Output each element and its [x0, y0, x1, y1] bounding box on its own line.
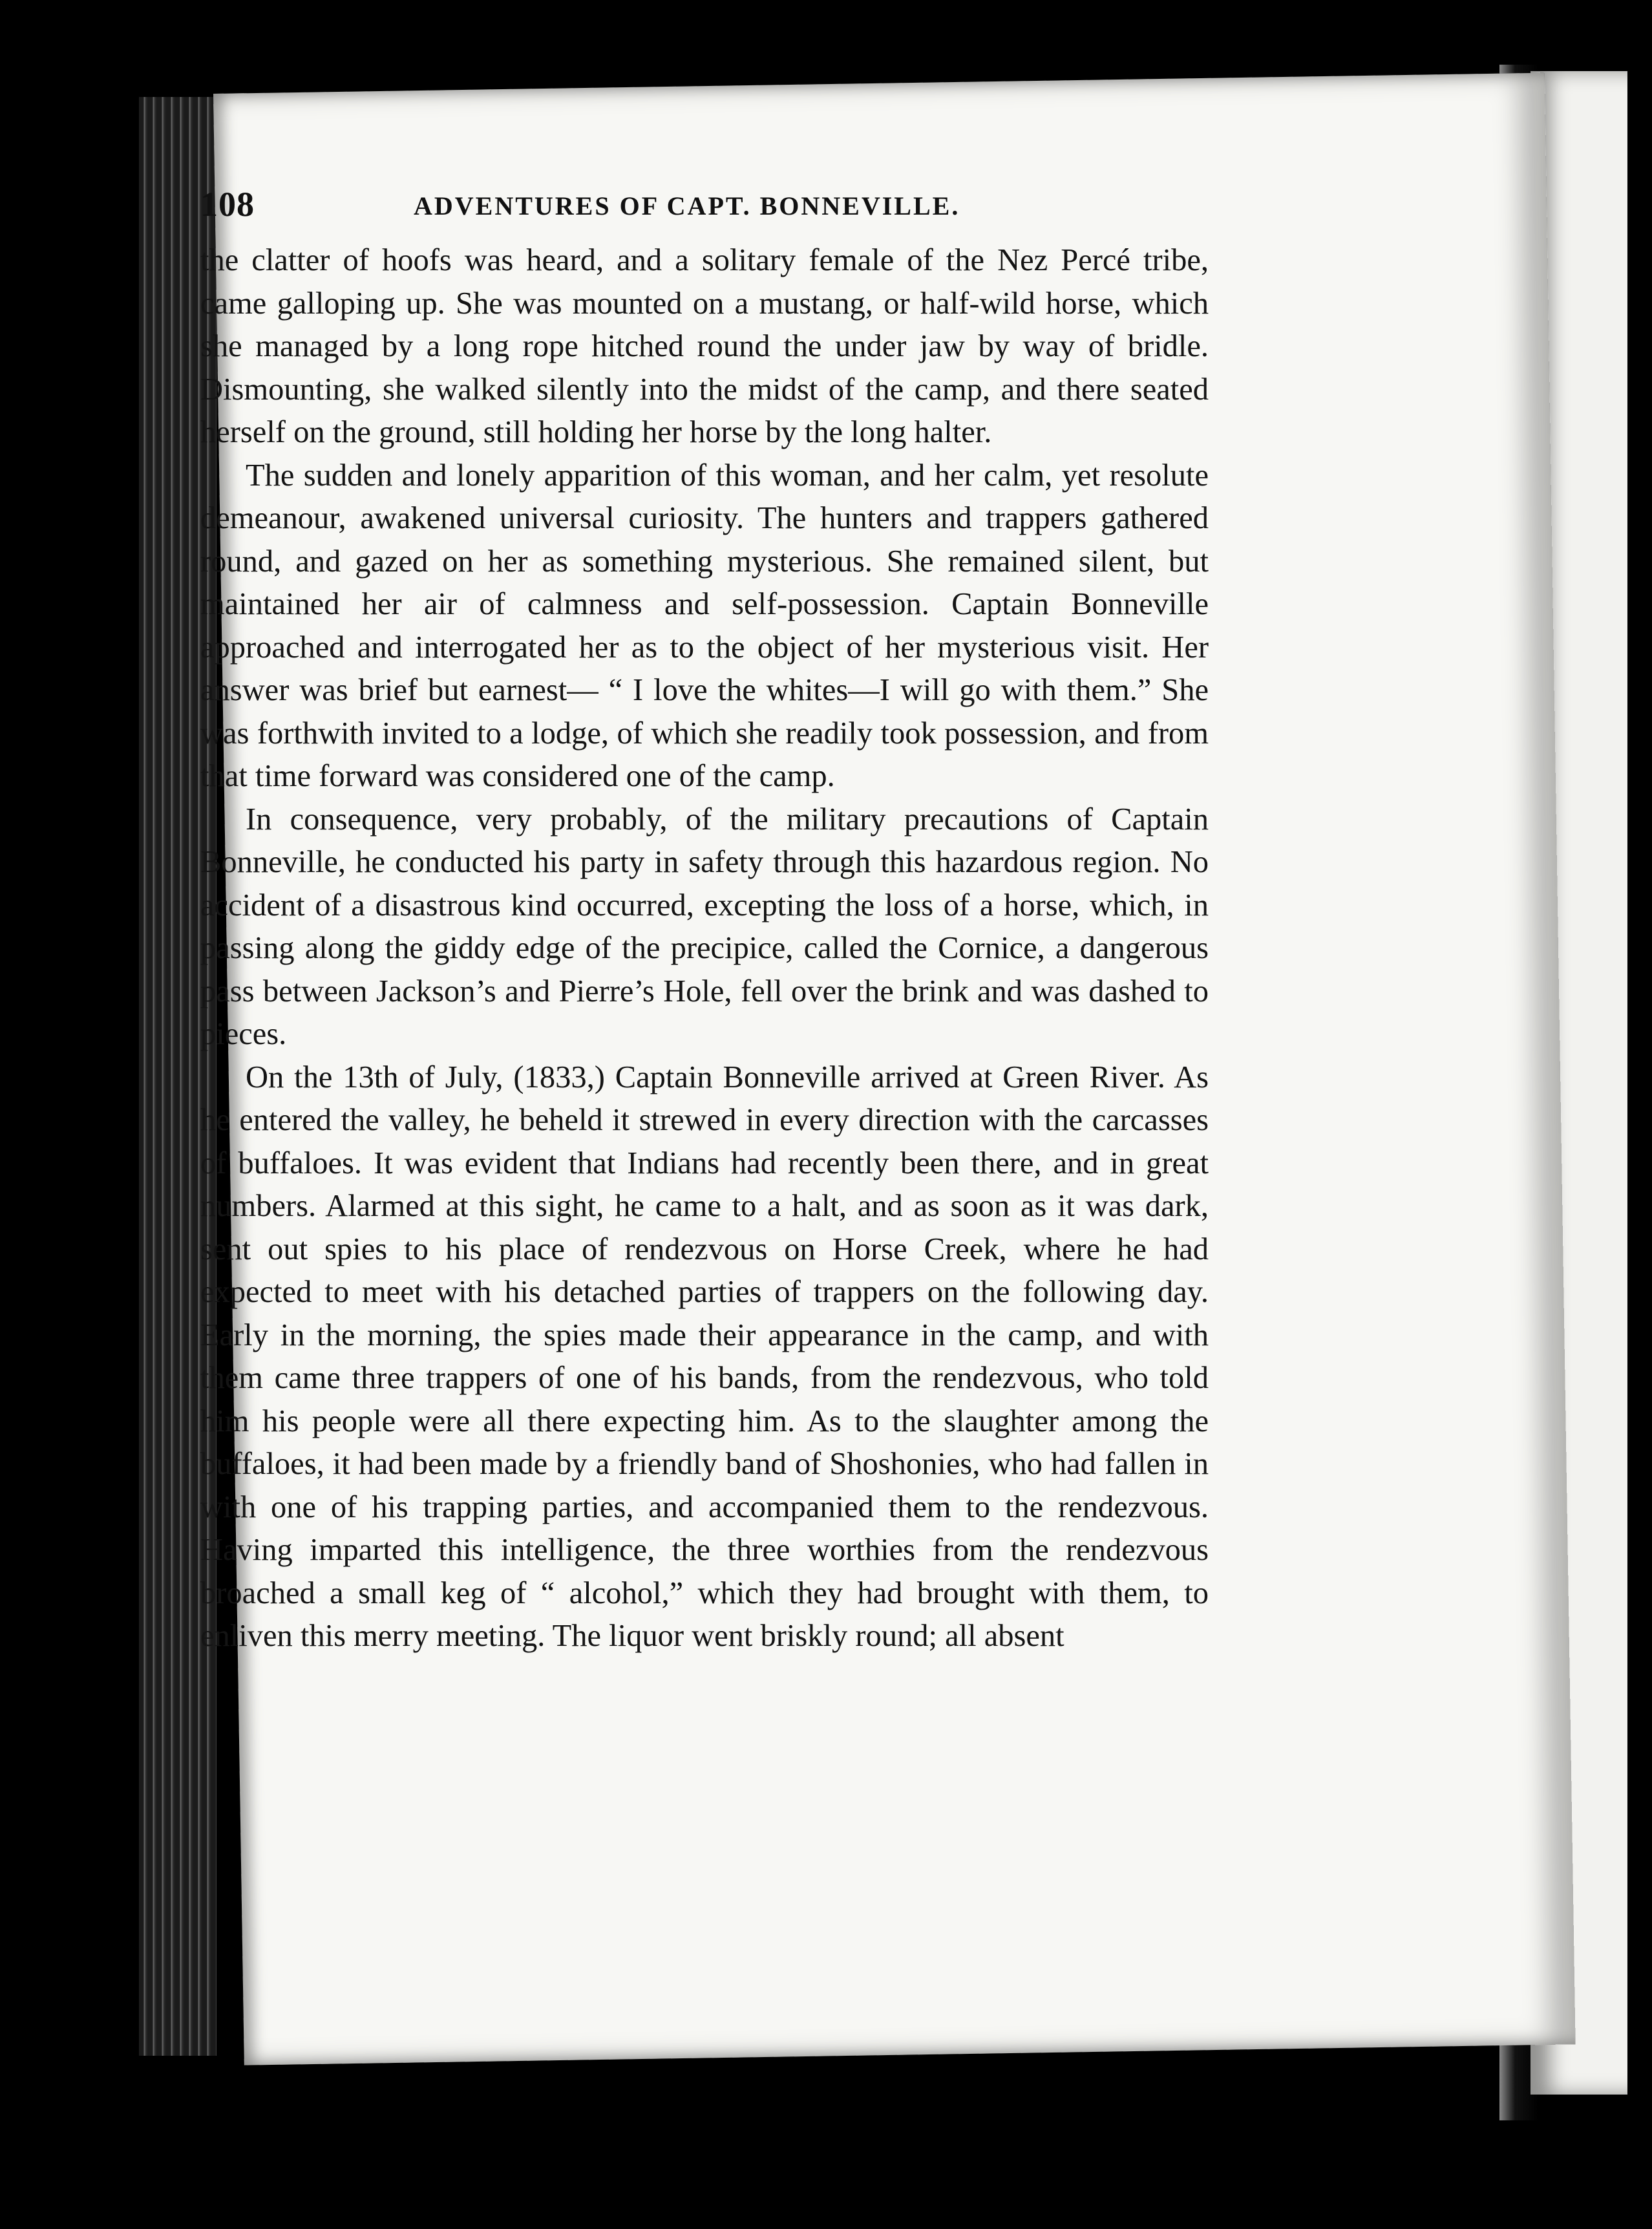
- page-header: [200, 184, 1183, 229]
- paragraph: On the 13th of July, (1833,) Captain Bonneville arrived at Green River. As he entered the valley, he beheld it strewed in every direction with the carcasses of buffaloes. It was evident that Indians had recently been there, and in great numbers. Alarmed at this sight, he came to a halt, and as soon as it was dark, sent out spies to his place of rendezvous on Horse Creek, where he had expected to meet with his detached parties of trappers on the following day. Early in the morning, the spies made their appearance in the camp, and with them came three trappers of one of his bands, from the rendezvous, who told him his people were all there expecting him. As to the slaughter among the buffaloes, it had been made by a friendly band of Shoshonies, who had fallen in with one of his trapping parties, and accompanied them to the rendezvous. Having imparted this intelligence, the three worthies from the rendezvous broached a small keg of “ alcohol,” which they had brought with them, to enliven this merry meeting. The liquor went briskly round; all absent: [200, 1060, 1209, 1653]
- paragraph: The sudden and lonely apparition of this woman, and her calm, yet resolute demeanour, awakened universal curiosity. The hunters and trappers gathered round, and gazed on her as something mysterious. She remained silent, but maintained her air of calmness and self-possession. Captain Bonneville approached and interrogated her as to the object of her mysterious visit. Her answer was brief but earnest— “ I love the whites—I will go with them.” She was forthwith invited to a lodge, of which she readily took possession, and from that time forward was considered one of the camp.: [200, 458, 1209, 793]
- paragraph: the clatter of hoofs was heard, and a solitary female of the Nez Percé tribe, came galloping up. She was mounted on a mustang, or half-wild horse, which she managed by a long rope hitched round the under jaw by way of bridle. Dismounting, she walked silently into the midst of the camp, and there seated herself on the ground, still holding her horse by the long halter.: [200, 243, 1209, 449]
- body-text: [200, 239, 1209, 1658]
- paragraph: In consequence, very probably, of the military precautions of Captain Bonneville, he conducted his party in safety through this hazardous region. No accident of a disastrous kind occurred, excepting the loss of a horse, which, in passing along the giddy edge of the precipice, called the Cornice, a dangerous pass between Jackson’s and Pierre’s Hole, fell over the brink and was dashed to pieces.: [200, 802, 1209, 1051]
- page-number: 108: [200, 185, 255, 224]
- running-head: ADVENTURES OF CAPT. BONNEVILLE.: [414, 191, 960, 220]
